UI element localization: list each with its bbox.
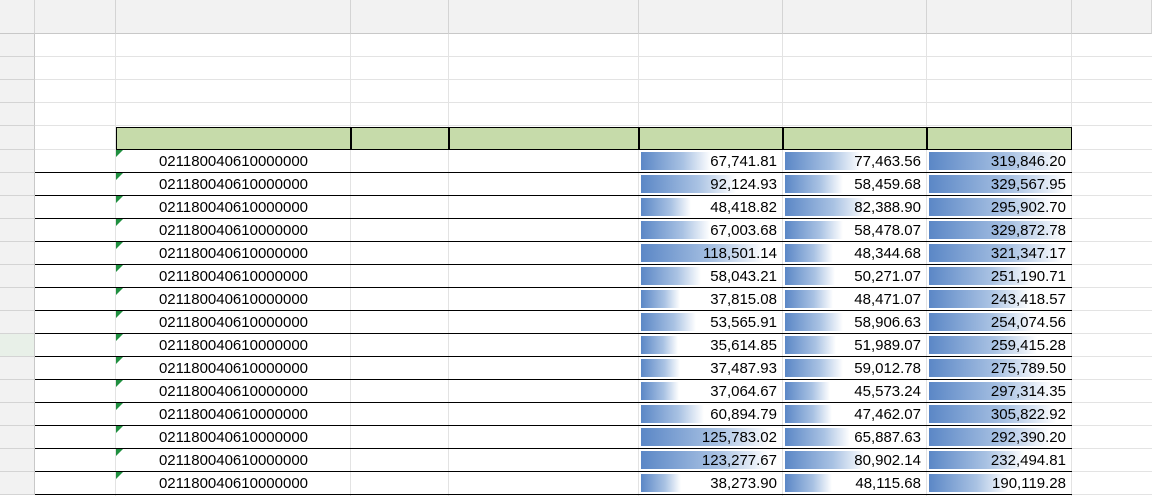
depositos-cell[interactable] <box>639 150 783 173</box>
saldo-value: 319,846.20 <box>990 153 1066 170</box>
ultimo-movimiento-cell[interactable] <box>449 334 639 357</box>
row-index <box>35 380 116 403</box>
saldo-value: 275,789.50 <box>990 360 1066 377</box>
depositos-cell[interactable] <box>639 403 783 426</box>
retiros-databar <box>785 405 832 423</box>
row-header-6[interactable] <box>0 126 35 150</box>
number-as-text-warning-icon[interactable] <box>116 334 123 341</box>
saldo-cell[interactable] <box>927 150 1072 173</box>
retiros-cell[interactable] <box>783 150 927 173</box>
retiros-databar <box>785 359 843 377</box>
row-index <box>35 403 116 426</box>
retiros-cell[interactable] <box>783 449 927 472</box>
retiros-cell[interactable] <box>783 196 927 219</box>
column-header-h[interactable] <box>1072 0 1152 34</box>
saldo-cell[interactable] <box>927 357 1072 380</box>
depositos-value: 123,277.67 <box>701 452 777 469</box>
depositos-value: 35,614.85 <box>710 337 777 354</box>
cuenta-cell[interactable] <box>116 173 351 196</box>
depositos-cell[interactable] <box>639 242 783 265</box>
retiros-databar <box>785 428 850 446</box>
cuenta-cell[interactable] <box>116 288 351 311</box>
saldo-cell[interactable] <box>927 242 1072 265</box>
row-index <box>35 472 116 495</box>
ultimo-movimiento-cell[interactable] <box>449 196 639 219</box>
retiros-databar <box>785 313 843 331</box>
retiros-value: 45,573.24 <box>854 383 921 400</box>
saldo-value: 305,822.92 <box>990 406 1066 423</box>
retiros-value: 48,344.68 <box>854 245 921 262</box>
mes-cell[interactable] <box>351 219 449 242</box>
row-index <box>35 311 116 334</box>
retiros-value: 80,902.14 <box>854 452 921 469</box>
sheet-subtitle <box>116 57 1072 80</box>
depositos-databar <box>641 152 711 170</box>
depositos-databar <box>641 474 681 492</box>
row-header-17[interactable] <box>0 380 35 403</box>
mes-cell[interactable] <box>351 380 449 403</box>
header-saldo[interactable] <box>927 127 1072 150</box>
row-header-8[interactable] <box>0 173 35 196</box>
row-index <box>35 334 116 357</box>
cuenta-value: 021180040610000000 <box>158 153 309 170</box>
retiros-value: 58,459.68 <box>854 176 921 193</box>
depositos-databar <box>641 221 710 239</box>
number-as-text-warning-icon[interactable] <box>116 265 123 272</box>
number-as-text-warning-icon[interactable] <box>116 173 123 180</box>
row-index <box>35 426 116 449</box>
saldo-value: 329,567.95 <box>990 176 1066 193</box>
ultimo-movimiento-cell[interactable] <box>449 219 639 242</box>
retiros-cell[interactable] <box>783 403 927 426</box>
row-index <box>35 357 116 380</box>
row-header-10[interactable] <box>0 219 35 242</box>
header-ultimo-movimiento[interactable] <box>449 127 639 150</box>
mes-cell[interactable] <box>351 150 449 173</box>
number-as-text-warning-icon[interactable] <box>116 403 123 410</box>
saldo-value: 329,872.78 <box>990 222 1066 239</box>
retiros-databar <box>785 175 843 193</box>
depositos-cell[interactable] <box>639 357 783 380</box>
number-as-text-warning-icon[interactable] <box>116 242 123 249</box>
cuenta-value: 021180040610000000 <box>158 268 309 285</box>
number-as-text-warning-icon[interactable] <box>116 426 123 433</box>
row-header-18[interactable] <box>0 403 35 426</box>
cuenta-value: 021180040610000000 <box>158 222 309 239</box>
row-header-11[interactable] <box>0 242 35 265</box>
saldo-value: 292,390.20 <box>990 429 1066 446</box>
saldo-value: 251,190.71 <box>990 268 1066 285</box>
saldo-cell[interactable] <box>927 311 1072 334</box>
header-depositos[interactable] <box>639 127 783 150</box>
ultimo-movimiento-cell[interactable] <box>449 288 639 311</box>
row-header-19[interactable] <box>0 426 35 449</box>
row-header-15[interactable] <box>0 334 35 357</box>
ultimo-movimiento-cell[interactable] <box>449 265 639 288</box>
cuenta-value: 021180040610000000 <box>158 406 309 423</box>
retiros-cell[interactable] <box>783 242 927 265</box>
ultimo-movimiento-cell[interactable] <box>449 426 639 449</box>
row-index <box>35 173 116 196</box>
saldo-cell[interactable] <box>927 449 1072 472</box>
ultimo-movimiento-cell[interactable] <box>449 150 639 173</box>
retiros-cell[interactable] <box>783 334 927 357</box>
number-as-text-warning-icon[interactable] <box>116 311 123 318</box>
retiros-value: 51,989.07 <box>854 337 921 354</box>
retiros-value: 82,388.90 <box>854 199 921 216</box>
saldo-value: 243,418.57 <box>990 291 1066 308</box>
depositos-databar <box>641 405 704 423</box>
retiros-value: 58,906.63 <box>854 314 921 331</box>
depositos-value: 53,565.91 <box>710 314 777 331</box>
saldo-cell[interactable] <box>927 426 1072 449</box>
retiros-databar <box>785 336 836 354</box>
cuenta-value: 021180040610000000 <box>158 383 309 400</box>
mes-cell[interactable] <box>351 426 449 449</box>
depositos-cell[interactable] <box>639 311 783 334</box>
cuenta-cell[interactable] <box>116 265 351 288</box>
cuenta-value: 021180040610000000 <box>158 360 309 377</box>
saldo-value: 259,415.28 <box>990 337 1066 354</box>
depositos-value: 37,815.08 <box>710 291 777 308</box>
saldo-cell[interactable] <box>927 334 1072 357</box>
retiros-value: 58,478.07 <box>854 222 921 239</box>
saldo-value: 295,902.70 <box>990 199 1066 216</box>
retiros-databar <box>785 451 865 469</box>
retiros-cell[interactable] <box>783 357 927 380</box>
retiros-databar <box>785 474 832 492</box>
saldo-value: 297,314.35 <box>990 383 1066 400</box>
cuenta-cell[interactable] <box>116 472 351 495</box>
row-index <box>35 288 116 311</box>
saldo-cell[interactable] <box>927 196 1072 219</box>
sheet-title <box>116 34 1072 57</box>
depositos-value: 37,487.93 <box>710 360 777 377</box>
retiros-value: 59,012.78 <box>854 360 921 377</box>
depositos-databar <box>641 198 691 216</box>
row-header-20[interactable] <box>0 449 35 472</box>
cuenta-value: 021180040610000000 <box>158 245 309 262</box>
mes-cell[interactable] <box>351 311 449 334</box>
depositos-databar <box>641 359 680 377</box>
depositos-value: 38,273.90 <box>710 475 777 492</box>
number-as-text-warning-icon[interactable] <box>116 380 123 387</box>
mes-cell[interactable] <box>351 242 449 265</box>
row-header-12[interactable] <box>0 265 35 288</box>
row-header-2[interactable] <box>0 34 35 57</box>
row-index <box>35 242 116 265</box>
saldo-cell[interactable] <box>927 288 1072 311</box>
cuenta-value: 021180040610000000 <box>158 291 309 308</box>
column-header-b[interactable] <box>116 0 351 34</box>
row-header-3[interactable] <box>0 57 35 80</box>
cuenta-cell[interactable] <box>116 219 351 242</box>
column-header-a[interactable] <box>35 0 116 34</box>
ultimo-movimiento-cell[interactable] <box>449 380 639 403</box>
retiros-value: 48,471.07 <box>854 291 921 308</box>
saldo-value: 190,119.28 <box>992 475 1066 492</box>
saldo-value: 321,347.17 <box>990 245 1066 262</box>
mes-cell[interactable] <box>351 196 449 219</box>
cuenta-value: 021180040610000000 <box>158 199 309 216</box>
row-index <box>35 196 116 219</box>
ultimo-movimiento-cell[interactable] <box>449 357 639 380</box>
retiros-cell[interactable] <box>783 288 927 311</box>
depositos-value: 118,501.14 <box>703 245 777 262</box>
cuenta-value: 021180040610000000 <box>158 475 309 492</box>
depositos-databar <box>641 290 680 308</box>
depositos-databar <box>641 313 696 331</box>
depositos-value: 125,783.02 <box>701 429 777 446</box>
header-mes[interactable] <box>351 127 449 150</box>
retiros-databar <box>785 244 833 262</box>
select-all-corner[interactable] <box>0 0 35 34</box>
depositos-databar <box>641 336 678 354</box>
ultimo-movimiento-cell[interactable] <box>449 311 639 334</box>
depositos-cell[interactable] <box>639 265 783 288</box>
depositos-value: 67,741.81 <box>710 153 777 170</box>
depositos-cell[interactable] <box>639 449 783 472</box>
number-as-text-warning-icon[interactable] <box>116 219 123 226</box>
column-header-e[interactable] <box>639 0 783 34</box>
retiros-databar <box>785 290 833 308</box>
retiros-value: 48,115.68 <box>855 475 921 492</box>
number-as-text-warning-icon[interactable] <box>116 196 123 203</box>
cuenta-cell[interactable] <box>116 242 351 265</box>
retiros-cell[interactable] <box>783 472 927 495</box>
grid-row-line <box>35 103 1152 126</box>
row-header-14[interactable] <box>0 311 35 334</box>
row-index <box>35 219 116 242</box>
saldo-cell[interactable] <box>927 403 1072 426</box>
depositos-databar <box>641 382 679 400</box>
number-as-text-warning-icon[interactable] <box>116 288 123 295</box>
saldo-cell[interactable] <box>927 265 1072 288</box>
depositos-value: 92,124.93 <box>710 176 777 193</box>
retiros-value: 65,887.63 <box>854 429 921 446</box>
row-index <box>35 265 116 288</box>
mes-cell[interactable] <box>351 472 449 495</box>
cuenta-cell[interactable] <box>116 449 351 472</box>
mes-cell[interactable] <box>351 449 449 472</box>
cuenta-cell[interactable] <box>116 150 351 173</box>
saldo-cell[interactable] <box>927 380 1072 403</box>
depositos-cell[interactable] <box>639 472 783 495</box>
cuenta-cell[interactable] <box>116 380 351 403</box>
retiros-cell[interactable] <box>783 173 927 196</box>
row-header-13[interactable] <box>0 288 35 311</box>
number-as-text-warning-icon[interactable] <box>116 357 123 364</box>
row-header-9[interactable] <box>0 196 35 219</box>
cuenta-cell[interactable] <box>116 311 351 334</box>
number-as-text-warning-icon[interactable] <box>116 449 123 456</box>
retiros-cell[interactable] <box>783 219 927 242</box>
column-header-g[interactable] <box>927 0 1072 34</box>
depositos-cell[interactable] <box>639 219 783 242</box>
saldo-cell[interactable] <box>927 173 1072 196</box>
cuenta-cell[interactable] <box>116 334 351 357</box>
row-header-7[interactable] <box>0 150 35 173</box>
depositos-value: 37,064.67 <box>710 383 777 400</box>
header-retiros[interactable] <box>783 127 927 150</box>
cuenta-cell[interactable] <box>116 196 351 219</box>
retiros-cell[interactable] <box>783 426 927 449</box>
row-index <box>35 150 116 173</box>
cuenta-value: 021180040610000000 <box>158 429 309 446</box>
depositos-value: 58,043.21 <box>710 268 777 285</box>
row-header-21[interactable] <box>0 472 35 495</box>
saldo-cell[interactable] <box>927 219 1072 242</box>
mes-cell[interactable] <box>351 173 449 196</box>
number-as-text-warning-icon[interactable] <box>116 472 123 479</box>
depositos-cell[interactable] <box>639 380 783 403</box>
cuenta-value: 021180040610000000 <box>158 314 309 331</box>
mes-cell[interactable] <box>351 357 449 380</box>
depositos-cell[interactable] <box>639 173 783 196</box>
mes-cell[interactable] <box>351 403 449 426</box>
retiros-cell[interactable] <box>783 265 927 288</box>
row-header-16[interactable] <box>0 357 35 380</box>
grid-row-line <box>35 80 1152 103</box>
retiros-value: 50,271.07 <box>854 268 921 285</box>
depositos-value: 60,894.79 <box>710 406 777 423</box>
retiros-cell[interactable] <box>783 380 927 403</box>
retiros-databar <box>785 382 830 400</box>
row-header-5[interactable] <box>0 103 35 126</box>
depositos-cell[interactable] <box>639 334 783 357</box>
number-as-text-warning-icon[interactable] <box>116 150 123 157</box>
retiros-cell[interactable] <box>783 311 927 334</box>
depositos-cell[interactable] <box>639 426 783 449</box>
row-index <box>35 449 116 472</box>
ultimo-movimiento-cell[interactable] <box>449 173 639 196</box>
cuenta-value: 021180040610000000 <box>158 452 309 469</box>
ultimo-movimiento-cell[interactable] <box>449 403 639 426</box>
retiros-databar <box>785 221 843 239</box>
depositos-cell[interactable] <box>639 288 783 311</box>
cuenta-cell[interactable] <box>116 357 351 380</box>
cuenta-cell[interactable] <box>116 426 351 449</box>
cuenta-cell[interactable] <box>116 403 351 426</box>
depositos-value: 67,003.68 <box>710 222 777 239</box>
retiros-value: 77,463.56 <box>854 153 921 170</box>
saldo-value: 254,074.56 <box>990 314 1066 331</box>
column-header-f[interactable] <box>783 0 927 34</box>
retiros-databar <box>785 267 835 285</box>
column-header-d[interactable] <box>449 0 639 34</box>
depositos-cell[interactable] <box>639 196 783 219</box>
column-header-c[interactable] <box>351 0 449 34</box>
retiros-databar <box>785 152 861 170</box>
ultimo-movimiento-cell[interactable] <box>449 472 639 495</box>
cuenta-value: 021180040610000000 <box>158 337 309 354</box>
cuenta-value: 021180040610000000 <box>158 176 309 193</box>
ultimo-movimiento-cell[interactable] <box>449 242 639 265</box>
mes-cell[interactable] <box>351 334 449 357</box>
depositos-databar <box>641 267 701 285</box>
retiros-value: 47,462.07 <box>854 406 921 423</box>
ultimo-movimiento-cell[interactable] <box>449 449 639 472</box>
saldo-value: 232,494.81 <box>990 452 1066 469</box>
mes-cell[interactable] <box>351 265 449 288</box>
saldo-cell[interactable] <box>927 472 1072 495</box>
mes-cell[interactable] <box>351 288 449 311</box>
depositos-value: 48,418.82 <box>710 199 777 216</box>
header-cuenta-bancaria[interactable] <box>116 127 351 150</box>
row-header-4[interactable] <box>0 80 35 103</box>
